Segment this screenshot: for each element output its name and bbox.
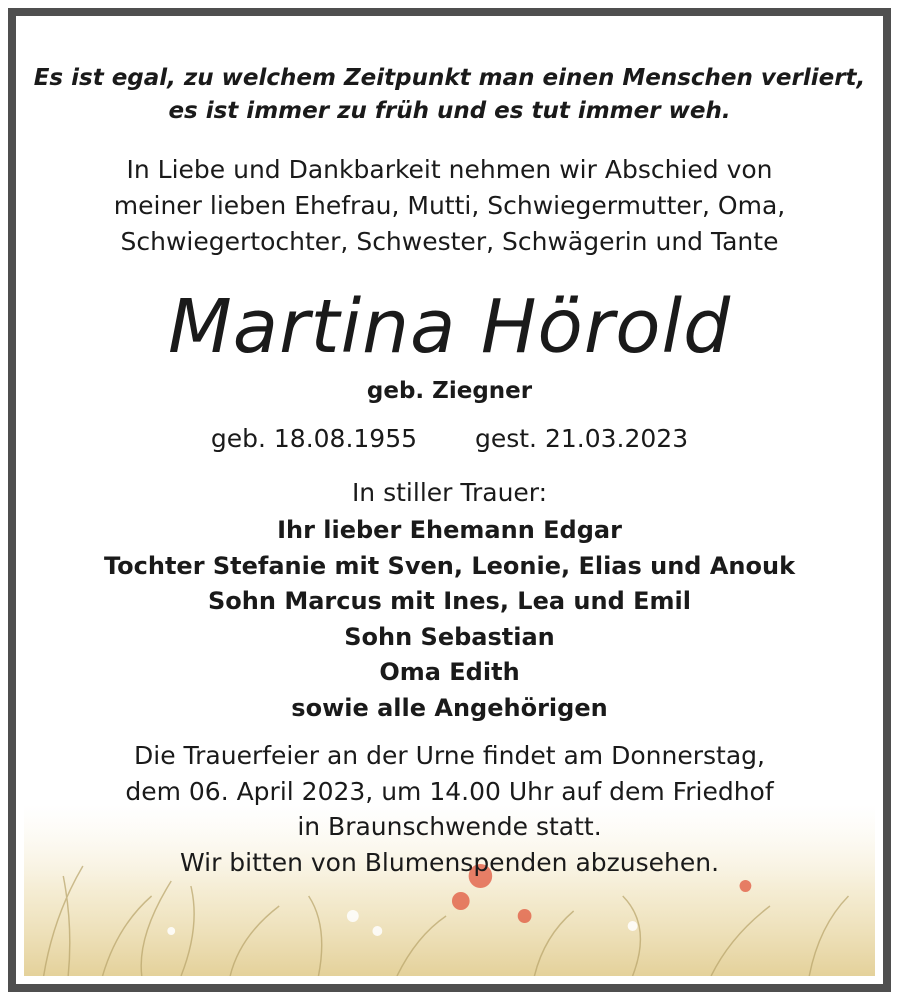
mourner-entry: Oma Edith bbox=[379, 658, 520, 686]
life-dates bbox=[24, 422, 875, 456]
motto-quote bbox=[24, 62, 875, 128]
birth-date: geb. 18.08.1955 bbox=[210, 424, 418, 453]
service-line: dem 06. April 2023, um 14.00 Uhr auf dem Friedhof bbox=[125, 776, 774, 806]
motto-line: Es ist egal, zu welchem Zeitpunkt man einen Menschen verliert, bbox=[33, 65, 866, 91]
service-info bbox=[24, 738, 875, 880]
mourner-entry: Sohn Marcus mit Ines, Lea und Emil bbox=[208, 587, 691, 615]
mourners-list bbox=[24, 513, 875, 726]
maiden-name: geb. Ziegner bbox=[366, 378, 533, 404]
intro-line: meiner lieben Ehefrau, Mutti, Schwiegermutter, Oma, bbox=[113, 191, 786, 220]
intro-line: In Liebe und Dankbarkeit nehmen wir Abschied von bbox=[126, 155, 773, 184]
obituary-frame bbox=[8, 8, 891, 992]
deceased-name: Martina Hörold bbox=[167, 284, 732, 370]
mourner-entry: Ihr lieber Ehemann Edgar bbox=[277, 516, 622, 544]
death-date: gest. 21.03.2023 bbox=[474, 424, 689, 453]
intro-line: Schwiegertochter, Schwester, Schwägerin und Tante bbox=[120, 227, 779, 256]
intro-text bbox=[24, 152, 875, 260]
mourning-title: In stiller Trauer: bbox=[351, 478, 548, 507]
service-line: in Braunschwende statt. bbox=[297, 812, 602, 841]
mourner-entry: sowie alle Angehörigen bbox=[291, 693, 608, 722]
mourner-entry: Sohn Sebastian bbox=[344, 622, 555, 651]
mourner-entry: Tochter Stefanie mit Sven, Leonie, Elias und Anouk bbox=[103, 551, 796, 580]
service-line: Die Trauerfeier an der Urne findet am Donnerstag, bbox=[134, 741, 765, 770]
motto-line: es ist immer zu früh und es tut immer weh. bbox=[168, 98, 731, 124]
service-line: Wir bitten von Blumenspenden abzusehen. bbox=[179, 847, 720, 877]
obituary-card bbox=[24, 24, 875, 976]
